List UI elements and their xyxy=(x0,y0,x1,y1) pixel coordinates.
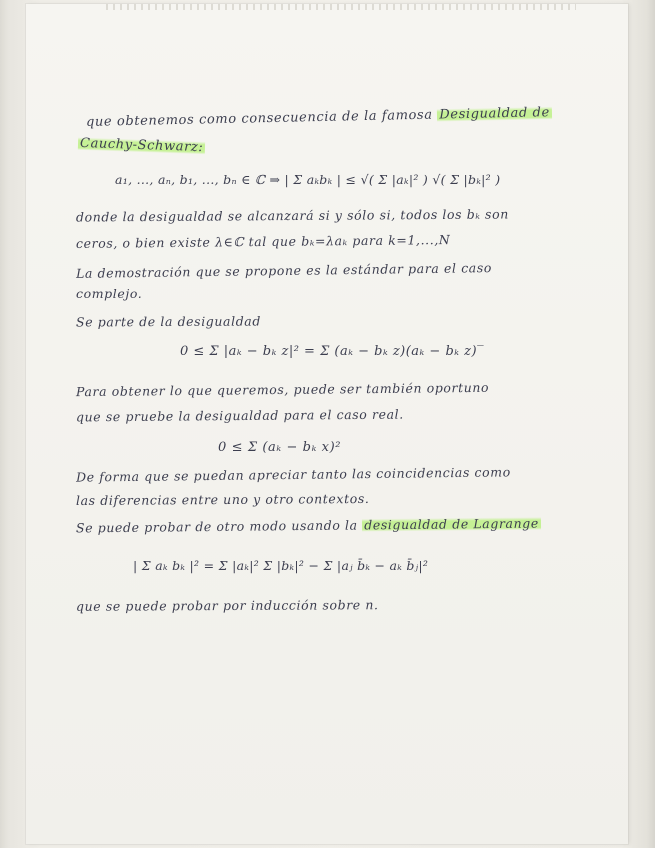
equation-starting-inequality: 0 ≤ Σ |aₖ − bₖ z|² = Σ (aₖ − bₖ z)(aₖ − bₖ z)‾ xyxy=(180,344,485,359)
text-line-10: De forma que se puedan apreciar tanto las coincidencias como xyxy=(75,464,511,485)
highlight-cauchy-schwarz: Cauchy-Schwarz: xyxy=(79,135,204,156)
highlight-desigualdad: Desigualdad de xyxy=(439,105,550,123)
highlight-lagrange: desigualdad de Lagrange xyxy=(364,515,539,533)
text-line-9: que se pruebe la desigualdad para el caso real. xyxy=(75,406,404,425)
text-line-5: La demostración que se propone es la estándar para el caso xyxy=(75,260,493,281)
equation-real-case: 0 ≤ Σ (aₖ − bₖ x)² xyxy=(218,440,342,455)
equation-lagrange-identity: | Σ aₖ bₖ |² = Σ |aₖ|² Σ |bₖ|² − Σ |aⱼ b̄ₖ − aₖ b̄ⱼ|² xyxy=(133,558,429,573)
text-line-1-plain: que obtenemos como consecuencia de la famosa xyxy=(85,107,433,130)
text-line-4: ceros, o bien existe λ∈ℂ tal que bₖ=λaₖ para k=1,...,N xyxy=(75,232,451,251)
text-line-7: Se parte de la desigualdad xyxy=(75,313,261,330)
text-line-11: las diferencias entre uno y otro contextos. xyxy=(75,490,370,509)
perforated-edge xyxy=(106,4,576,10)
text-line-6: complejo. xyxy=(76,286,143,301)
equation-cauchy-schwarz: a₁, ..., aₙ, b₁, ..., bₙ ∈ ℂ ⇒ | Σ aₖbₖ | ≤ √( Σ |aₖ|² ) √( Σ |bₖ|² ) xyxy=(115,172,501,187)
text-line-3: donde la desigualdad se alcanzará si y sólo si, todos los bₖ son xyxy=(75,206,509,225)
text-line-8: Para obtener lo que queremos, puede ser también oportuno xyxy=(75,379,490,400)
text-line-12-plain: Se puede probar de otro modo usando la xyxy=(75,517,358,536)
text-line-13: que se puede probar por inducción sobre n. xyxy=(75,597,379,614)
